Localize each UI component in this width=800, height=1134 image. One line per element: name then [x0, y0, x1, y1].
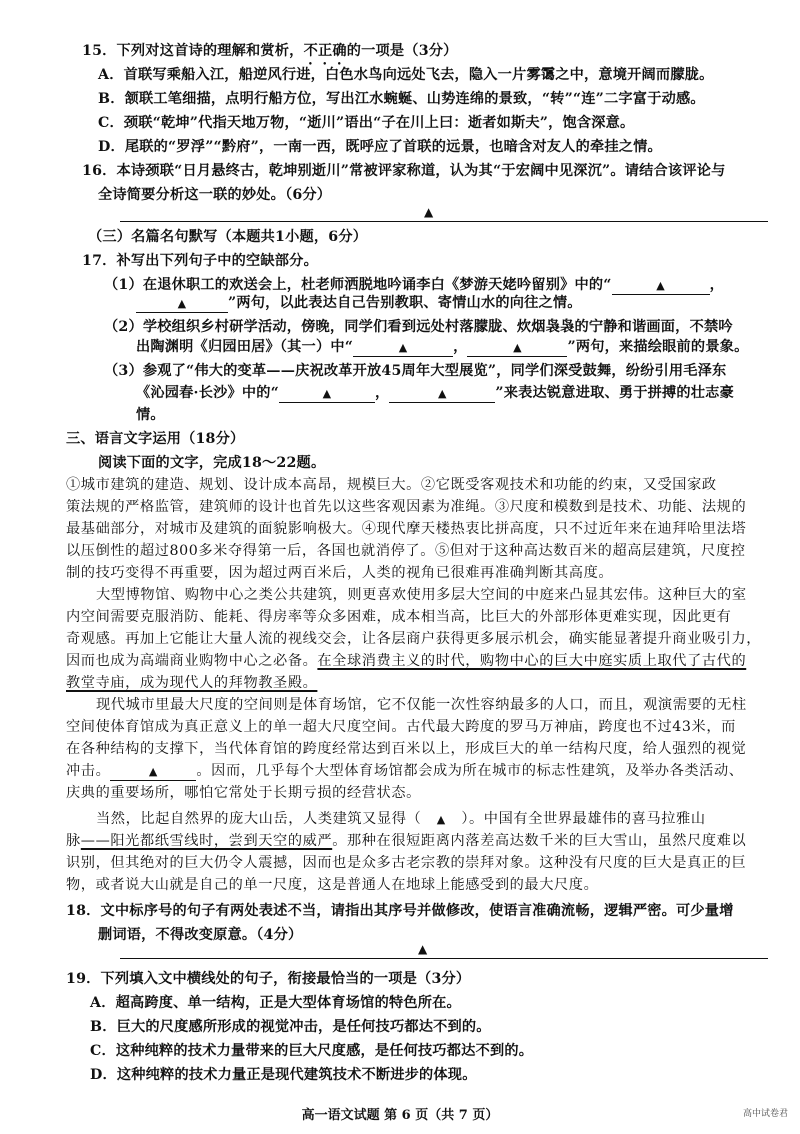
passage-p1-line-5: 制的技巧变得不再重要，因为超过两百米后，人类的视角已很难再准确判断其高度。 — [66, 565, 614, 581]
answer-marker-q16: ▲ — [424, 205, 434, 219]
q15-stem-text: 15．下列对这首诗的理解和赏析， — [82, 43, 304, 59]
answer-line-q18 — [120, 958, 768, 959]
underlined-sentence-3: ——阳光都纸雪线时，尝到天空的威严 — [80, 833, 333, 849]
q17-blank-5[interactable] — [279, 386, 375, 403]
q17-item-1-line-2 — [136, 293, 582, 313]
q17-item-2-tail: ”两句，来描绘眼前的景象。 — [567, 339, 749, 355]
blank-marker: ▲ — [177, 297, 187, 310]
q17-stem: 17．补写出下列句子中的空缺部分。 — [82, 253, 318, 269]
blank-marker: ▲ — [398, 341, 408, 354]
passage-p3-line-5: 庆典的重要场所，哪怕它常处于长期亏损的经营状态。 — [66, 785, 421, 801]
part-title-language: 三、语言文字运用（18分） — [66, 431, 245, 447]
passage-p4-line-3: 识别，但其绝对的巨大仍令人震撼，因而也是众多古老宗教的崇拜对象。这种没有尺度的巨大是真正的巨 — [66, 855, 747, 871]
passage-p2-line-5 — [66, 673, 317, 693]
blank-marker: ▲ — [513, 341, 522, 354]
passage-p3-text: 冲击。 — [66, 763, 111, 779]
passage-p3-line-4 — [66, 761, 744, 781]
q15-stem-points: 的一项是（3分） — [346, 43, 458, 59]
q17-blank-6[interactable] — [389, 386, 495, 403]
passage-p3-tail: 。因而，几乎每个大型体育场馆都会成为所在城市的标志性建筑，及举办各类活动、 — [196, 763, 744, 779]
q17-item-1-text: （1）在退休职工的欢送会上，杜老师洒脱地吟诵李白《梦游天姥吟留别》中的“ — [104, 277, 612, 293]
q17-item-2-comma: ， — [453, 339, 468, 355]
passage-blank-q19[interactable] — [110, 764, 196, 781]
passage-p4-rest: 。那种在很短距离内落差高达数千米的巨大雪山，虽然尺度难以 — [332, 833, 747, 849]
q19-option-b: B．巨大的尺度感所形成的视觉冲击，是任何技巧都达不到的。 — [90, 1019, 491, 1035]
blank-marker: ▲ — [148, 765, 158, 778]
section-title-recitation: （三）名篇名句默写（本题共1小题，6分） — [88, 229, 368, 245]
blank-marker: ▲ — [436, 813, 446, 826]
q17-blank-4[interactable] — [467, 340, 567, 357]
q17-item-3-line-2 — [136, 383, 734, 403]
q17-item-1-line-1 — [104, 275, 724, 295]
passage-p3-line-2: 空间使体育馆成为真正意义上的单一超大尺度空间。古代最大跨度的罗马万神庙，跨度也不过43米，而 — [66, 719, 736, 735]
passage-p2-line-4 — [66, 651, 746, 671]
corner-watermark: 高中试卷君 — [742, 1109, 788, 1119]
q17-item-1-tail: ”两句，以此表达自己告别教职、寄情山水的向往之情。 — [228, 295, 582, 311]
q16-line-1: 16．本诗颈联“日月悬终古，乾坤别逝川”常被评家称道，认为其“于宏阔中见深沉”。请结合该评论与 — [82, 163, 726, 179]
q15-stem — [82, 41, 458, 68]
passage-paren-blank[interactable] — [421, 810, 461, 830]
passage-p3-line-1: 现代城市里最大尺度的空间则是体育场馆，它不仅能一次性容纳最多的人口，而且，观演需要的无柱 — [96, 697, 747, 713]
passage-p4-word: 脉 — [66, 833, 81, 849]
q15-option-d: D．尾联的“罗浮”“黔府”，一南一西，既呼应了首联的远景，也暗含对友人的牵挂之情。 — [98, 139, 662, 155]
q18-line-2: 删词语，不得改变原意。（4分） — [98, 927, 303, 943]
blank-marker: ▲ — [656, 279, 665, 292]
underlined-sentence-part-2: 教堂寺庙，成为现代人的拜物教圣殿。 — [66, 675, 318, 691]
q17-item-2-line-2 — [136, 337, 748, 357]
underlined-sentence-part-1: 在全球消费主义的时代，购物中心的巨大中庭实质上取代了古代的 — [317, 653, 747, 669]
page-footer: 高一语文试题 第 6 页（共 7 页） — [301, 1108, 499, 1123]
q17-blank-2[interactable] — [136, 296, 228, 313]
blank-marker: ▲ — [438, 387, 447, 400]
passage-p3-line-3: 在各种结构的支撑下，当代体育馆的跨度经常达到百米以上，形成巨大的单一结构尺度，给人强烈的视觉 — [66, 741, 747, 757]
passage-p1-line-4: 以压倒性的超过800多米夺得第一后，各国也就消停了。⑤但对于这种高达数百米的超高层建筑，尺度控 — [66, 543, 746, 559]
q17-item-3-tail: ”来表达锐意进取、勇于拼搏的壮志豪 — [495, 385, 734, 401]
passage-p4-tail: ）。中国有全世界最雄伟的喜马拉雅山 — [461, 811, 706, 827]
q19-option-c: C．这种纯粹的技术力量带来的巨大尺度感，是任何技巧都达不到的。 — [90, 1043, 534, 1059]
q15-option-a: A．首联写乘船入江，船逆风行进，白色水鸟向远处飞去，隐入一片雾霭之中，意境开阔而朦胧。 — [98, 67, 714, 83]
q17-blank-1[interactable] — [612, 278, 710, 295]
q15-option-b: B．颔联工笔细描，点明行船方位，写出江水蜿蜒、山势连绵的景致，“转”“连”二字富于动感。 — [98, 91, 705, 107]
q19-option-d: D．这种纯粹的技术力量正是现代建筑技术不断进步的体现。 — [90, 1067, 477, 1083]
q17-blank-3[interactable] — [353, 340, 453, 357]
q17-item-3-comma: ， — [375, 385, 390, 401]
q19-stem: 19．下列填入文中横线处的句子，衔接最恰当的一项是（3分） — [66, 971, 471, 987]
passage-p2-text: 因而也成为高端商业购物中心之必备。 — [66, 653, 318, 669]
passage-p1-line-3: 最基础部分，对城市及建筑的面貌影响极大。④现代摩天楼热衷比拼高度，只不过近年来在迪拜哈里法塔 — [66, 521, 747, 537]
passage-p2-line-2: 内空间需要克服消防、能耗、得房率等众多困难，成本相当高，比巨大的外部形体更难实现，因此更有 — [66, 609, 732, 625]
blank-marker: ▲ — [322, 387, 332, 400]
q18-line-1: 18．文中标序号的句子有两处表述不当，请指出其序号并做修改，使语言准确流畅，逻辑严密。可少量增 — [66, 903, 734, 919]
answer-line-q16 — [120, 221, 768, 222]
q17-item-2-text: 出陶渊明《归园田居》（其一）中“ — [136, 339, 354, 355]
q17-item-3-line-3: 情。 — [136, 407, 165, 423]
q15-option-c: C．颈联“乾坤”代指天地万物，“逝川”语出“子在川上曰：逝者如斯夫”，饱含深意。 — [98, 115, 635, 131]
passage-p4-text: 当然，比起自然界的庞大山岳，人类建筑又显得（ — [96, 811, 422, 827]
passage-p2-line-3: 奇观感。再加上它能让大量人流的视线交会，让各层商户获得更多展示机会，确实能显著提升商业吸引力， — [66, 631, 762, 647]
q16-line-2: 全诗简要分析这一联的妙处。（6分） — [98, 187, 332, 203]
passage-p4-line-2 — [66, 831, 746, 851]
q15-stem-emphasis: 不正确 — [303, 43, 347, 59]
q17-item-3-line-1: （3）参观了“伟大的变革——庆祝改革开放45周年大型展览”，同学们深受鼓舞，纷纷引用毛泽东 — [104, 363, 727, 379]
q17-item-2-line-1: （2）学校组织乡村研学活动，傍晚，同学们看到远处村落朦胧、炊烟袅袅的宁静和谐画面，不禁吟 — [104, 319, 733, 335]
passage-p4-line-1 — [96, 809, 706, 830]
passage-intro: 阅读下面的文字，完成18～22题。 — [98, 455, 326, 471]
passage-p4-line-4: 物，或者说大山就是自己的单一尺度，这是普通人在地球上能感受到的最大尺度。 — [66, 877, 599, 893]
q19-option-a: A．超高跨度、单一结构，正是大型体育场馆的特色所在。 — [90, 995, 461, 1011]
passage-p2-line-1: 大型博物馆、购物中心之类公共建筑，则更喜欢使用多层大空间的中庭来凸显其宏伟。这种巨大的室 — [96, 587, 747, 603]
answer-marker-q18: ▲ — [418, 942, 428, 956]
q17-item-3-text: 《沁园春·长沙》中的“ — [136, 385, 279, 401]
passage-p1-line-2: 策法规的严格监管，建筑师的设计也首先以这些客观因素为准绳。③尺度和模数到是技术、功能、法规的 — [66, 499, 747, 515]
q17-item-1-comma: ， — [709, 277, 725, 293]
passage-p1-line-1: ①城市建筑的建造、规划、设计成本高昂，规模巨大。②它既受客观技术和功能的约束，又受国家政 — [66, 477, 717, 493]
